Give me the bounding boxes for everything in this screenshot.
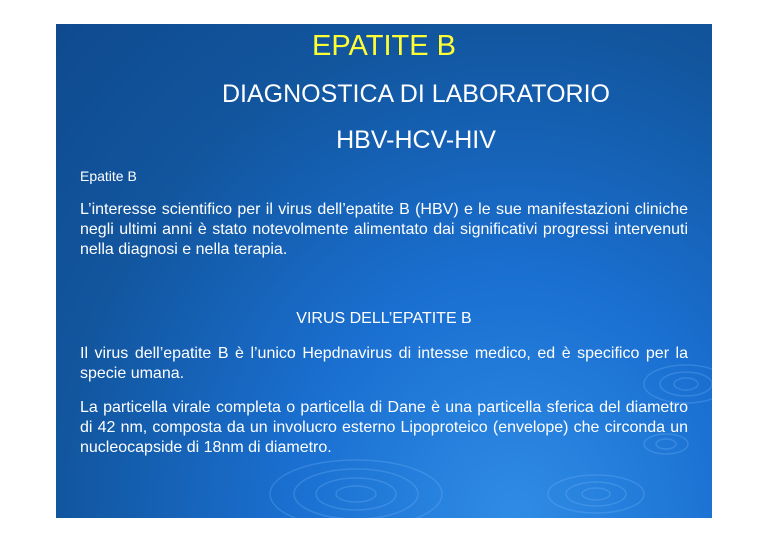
intro-paragraph: L’interesse scientifico per il virus dell’epatite B (HBV) e le sue manifestazioni cliniche negli ultimi anni è stato notevolmente alimentato dai significativi progressi intervenuti nella diagnosi e nella terapia. — [80, 201, 688, 258]
section-label: Epatite B — [80, 168, 137, 184]
slide-subtitle: DIAGNOSTICA DI LABORATORIO — [221, 80, 611, 108]
particle-paragraph: La particella virale completa o particella di Dane è una particella sferica del diametro di 42 nm, composta da un involucro esterno Lipoproteico (envelope) che circonda un nucleocapside di 18nm di diametro. — [80, 399, 688, 456]
slide-subtitle-viruses: HBV-HCV-HIV — [336, 126, 496, 154]
section-heading: VIRUS DELL’EPATITE B — [296, 310, 472, 327]
virus-paragraph: Il virus dell’epatite B è l’unico Hepdnavirus di intesse medico, ed è specifico per la specie umana. — [80, 345, 688, 382]
slide-title: EPATITE B — [312, 30, 456, 62]
slide — [56, 24, 712, 518]
